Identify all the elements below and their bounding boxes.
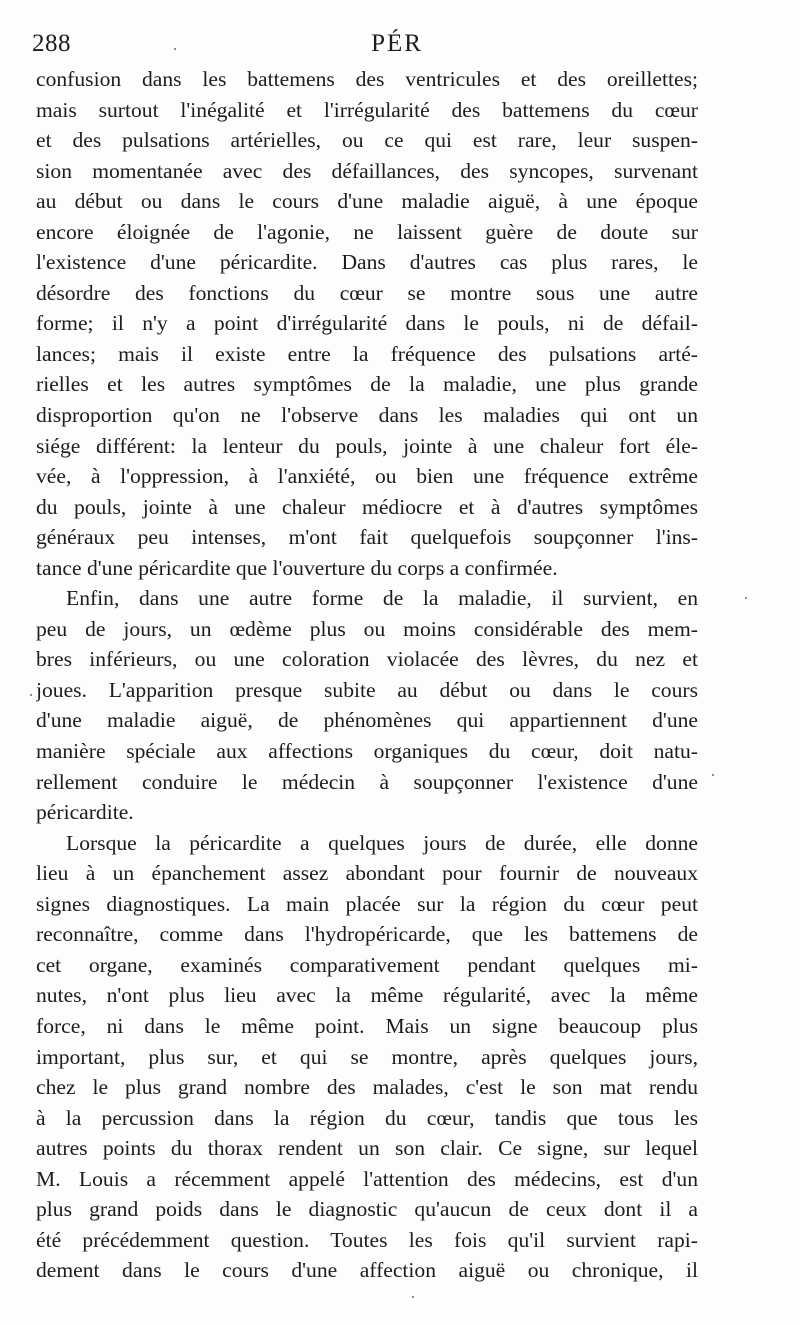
paper-speck bbox=[712, 774, 714, 776]
text-line: d'une maladie aiguë, de phénomènes qui appartiennent d'une bbox=[36, 708, 698, 733]
text-line: Enfin, dans une autre forme de la maladie, il survient, en bbox=[66, 586, 698, 611]
text-line: disproportion qu'on ne l'observe dans les maladies qui ont un bbox=[36, 403, 698, 428]
text-line: été précédemment question. Toutes les fois qu'il survient rapi- bbox=[36, 1227, 698, 1252]
paper-speck bbox=[412, 1296, 414, 1298]
text-line: tance d'une péricardite que l'ouverture du corps a confirmée. bbox=[36, 555, 558, 580]
text-line: M. Louis a récemment appelé l'attention des médecins, est d'un bbox=[36, 1166, 698, 1191]
text-line: peu de jours, un œdème plus ou moins considérable des mem- bbox=[36, 616, 698, 641]
text-line: l'existence d'une péricardite. Dans d'autres cas plus rares, le bbox=[36, 250, 698, 275]
text-line: plus grand poids dans le diagnostic qu'aucun de ceux dont il a bbox=[36, 1197, 698, 1222]
text-line: à la percussion dans la région du cœur, tandis que tous les bbox=[36, 1105, 698, 1130]
body-text bbox=[36, 64, 698, 1286]
text-line: au début ou dans le cours d'une maladie aiguë, à une époque bbox=[36, 189, 698, 214]
text-line: siége différent: la lenteur du pouls, jointe à une chaleur fort éle- bbox=[36, 433, 698, 458]
text-line: forme; il n'y a point d'irrégularité dans le pouls, ni de défail- bbox=[36, 311, 698, 336]
text-line: reconnaître, comme dans l'hydropéricarde, que les battemens de bbox=[36, 922, 698, 947]
text-line: désordre des fonctions du cœur se montre sous une autre bbox=[36, 280, 698, 305]
text-line: force, ni dans le même point. Mais un signe beaucoup plus bbox=[36, 1013, 698, 1038]
paper-speck bbox=[745, 597, 747, 599]
text-line: vée, à l'oppression, à l'anxiété, ou bien une fréquence extrême bbox=[36, 464, 698, 489]
text-line: autres points du thorax rendent un son clair. Ce signe, sur lequel bbox=[36, 1136, 698, 1161]
text-line: du pouls, jointe à une chaleur médiocre et à d'autres symptômes bbox=[36, 494, 698, 519]
page-number: 288 bbox=[32, 30, 71, 57]
text-line: manière spéciale aux affections organiques du cœur, doit natu- bbox=[36, 739, 698, 764]
text-line: bres inférieurs, ou une coloration violacée des lèvres, du nez et bbox=[36, 647, 698, 672]
text-line: péricardite. bbox=[36, 800, 134, 825]
text-line: joues. L'apparition presque subite au début ou dans le cours bbox=[36, 677, 698, 702]
text-line: nutes, n'ont plus lieu avec la même régularité, avec la même bbox=[36, 983, 698, 1008]
text-line: Lorsque la péricardite a quelques jours de durée, elle donne bbox=[66, 830, 698, 855]
text-line: généraux peu intenses, m'ont fait quelquefois soupçonner l'ins- bbox=[36, 525, 698, 550]
text-line: rielles et les autres symptômes de la maladie, une plus grande bbox=[36, 372, 698, 397]
text-line: rellement conduire le médecin à soupçonner l'existence d'une bbox=[36, 769, 698, 794]
running-title: PÉR bbox=[371, 30, 423, 57]
text-line: chez le plus grand nombre des malades, c'est le son mat rendu bbox=[36, 1075, 698, 1100]
text-line: et des pulsations artérielles, ou ce qui est rare, leur suspen- bbox=[36, 128, 698, 153]
text-line: mais surtout l'inégalité et l'irrégularité des battemens du cœur bbox=[36, 97, 698, 122]
paper-speck bbox=[30, 694, 32, 696]
text-line: signes diagnostiques. La main placée sur la région du cœur peut bbox=[36, 891, 698, 916]
running-head bbox=[32, 30, 732, 64]
text-line: lieu à un épanchement assez abondant pour fournir de nouveaux bbox=[36, 861, 698, 886]
text-line: lances; mais il existe entre la fréquence des pulsations arté- bbox=[36, 341, 698, 366]
text-line: dement dans le cours d'une affection aiguë ou chronique, il bbox=[36, 1258, 698, 1283]
text-line: encore éloignée de l'agonie, ne laissent guère de doute sur bbox=[36, 219, 698, 244]
text-line: sion momentanée avec des défaillances, des syncopes, survenant bbox=[36, 158, 698, 183]
text-line: important, plus sur, et qui se montre, après quelques jours, bbox=[36, 1044, 698, 1069]
text-line: confusion dans les battemens des ventricules et des oreillettes; bbox=[36, 67, 698, 91]
paper-speck bbox=[174, 48, 176, 50]
text-line: cet organe, examinés comparativement pendant quelques mi- bbox=[36, 952, 698, 977]
